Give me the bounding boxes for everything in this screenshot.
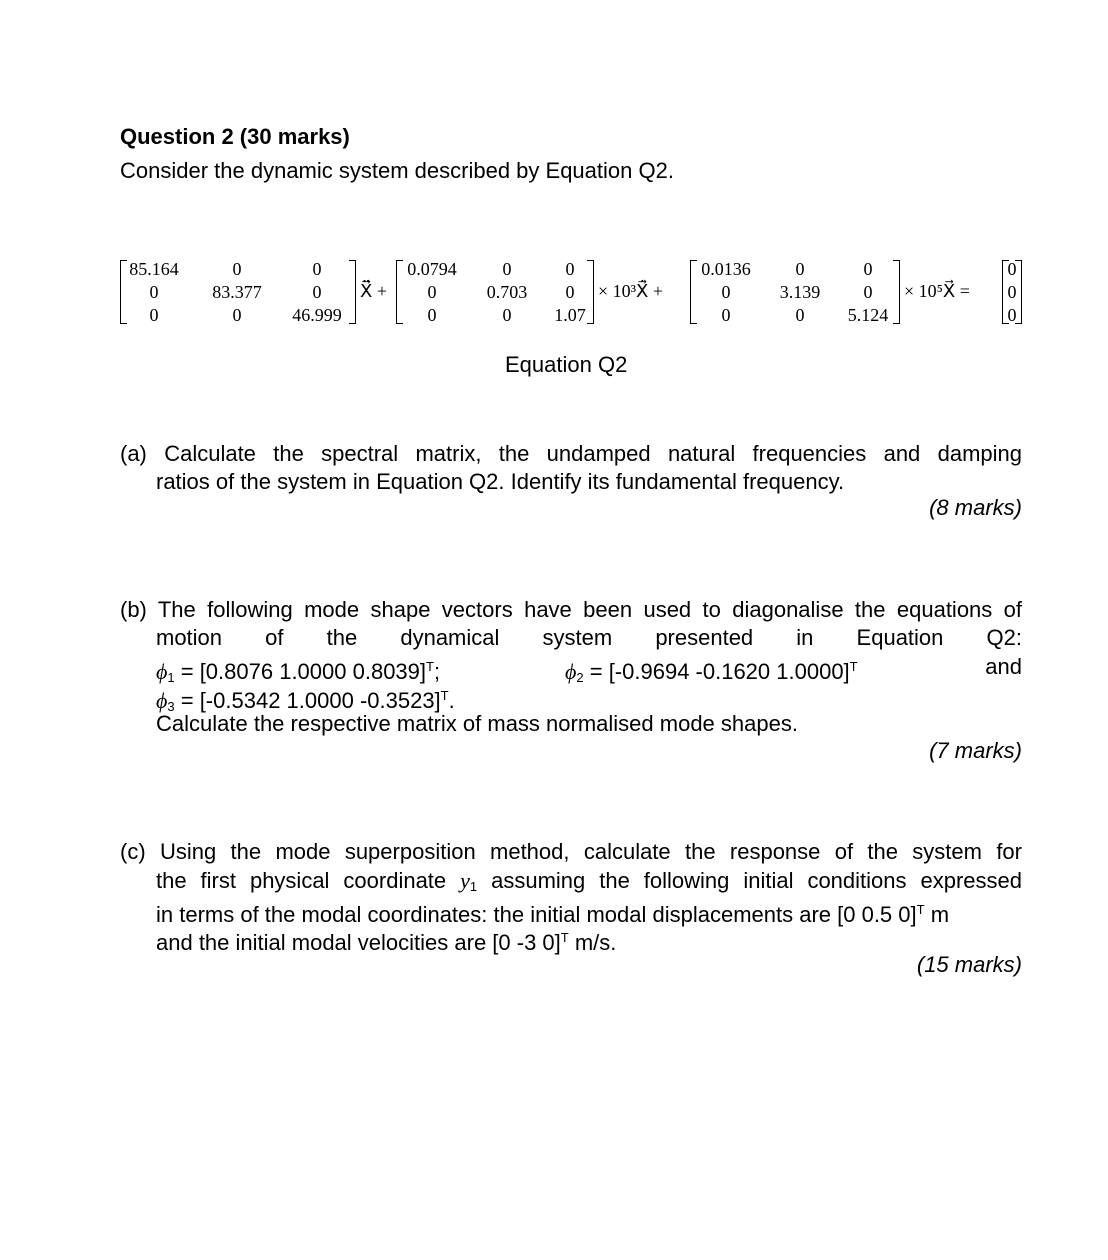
matrix-cell: 0 xyxy=(795,259,805,279)
matrix-cell: 0 xyxy=(795,305,805,325)
vector-cell: 0 xyxy=(1007,282,1017,302)
mass-matrix xyxy=(120,256,356,328)
matrix-cell: 0 xyxy=(312,282,322,302)
phi-2-vector xyxy=(565,653,858,693)
matrix-cell: 0 xyxy=(721,305,731,325)
matrix-cell: 0 xyxy=(565,282,575,302)
matrix-cell: 0.703 xyxy=(486,282,528,302)
phi-symbol: ϕ xyxy=(565,659,577,684)
bracket-right xyxy=(587,260,594,324)
transpose-mark: T xyxy=(916,902,925,917)
matrix-cell: 0 xyxy=(149,305,159,325)
initial-displacements-text: in terms of the modal coordinates: the initial modal displacements are [0 0.5 0] xyxy=(156,902,917,927)
matrix-cell: 0 xyxy=(427,282,437,302)
question-intro: Consider the dynamic system described by Equation Q2. xyxy=(120,158,674,183)
matrix-cell: 0 xyxy=(502,305,512,325)
bracket-left xyxy=(120,260,127,324)
matrix-cell: 0 xyxy=(312,259,322,279)
phi-2-value: = [-0.9694 -0.1620 1.0000] xyxy=(583,659,850,684)
transpose-mark: T xyxy=(849,659,858,674)
transpose-mark: T xyxy=(426,659,434,674)
y-subscript: 1 xyxy=(469,879,478,894)
part-a-line-1: (a) Calculate the spectral matrix, the undamped natural frequencies and damping xyxy=(120,441,1022,466)
initial-velocities-text: and the initial modal velocities are [0 -3 0] xyxy=(156,930,561,955)
operator-acceleration: X⃗̈ + xyxy=(360,281,387,301)
separator: ; xyxy=(433,659,441,684)
phi-1-value: = [0.8076 1.0000 0.8039] xyxy=(174,659,427,684)
matrix-cell: 0 xyxy=(232,305,242,325)
matrix-cell: 1.07 xyxy=(554,305,586,325)
matrix-cell: 0 xyxy=(149,282,159,302)
rhs-vector xyxy=(1002,256,1022,328)
matrix-cell: 0.0136 xyxy=(701,259,751,279)
separator: . xyxy=(448,688,455,713)
part-c-line-4 xyxy=(156,924,616,958)
part-c-line-1: (c) Using the mode superposition method, calculate the response of the system for xyxy=(120,839,1022,864)
part-b-line-2: motion of the dynamical system presented in Equation Q2: xyxy=(156,625,1022,650)
transpose-mark: T xyxy=(560,930,569,945)
question-title: Question 2 (30 marks) xyxy=(120,124,350,149)
equation-q2 xyxy=(118,256,1028,328)
part-a-line-2: ratios of the system in Equation Q2. Identify its fundamental frequency. xyxy=(156,469,845,494)
bracket-right xyxy=(893,260,900,324)
matrix-cell: 0 xyxy=(863,259,873,279)
part-c-line-2-start: the first physical coordinate xyxy=(156,868,461,893)
matrix-cell: 3.139 xyxy=(779,282,821,302)
vector-cell: 0 xyxy=(1007,305,1017,325)
unit-label: m/s. xyxy=(568,930,617,955)
operator-displacement: × 10⁵X⃗ = xyxy=(904,281,970,301)
part-b-line-5: Calculate the respective matrix of mass normalised mode shapes. xyxy=(156,711,798,736)
part-c-marks: (15 marks) xyxy=(916,952,1022,977)
phi-symbol: ϕ xyxy=(156,688,168,713)
matrix-cell: 0 xyxy=(502,259,512,279)
bracket-left xyxy=(690,260,697,324)
matrix-cell: 46.999 xyxy=(292,305,342,325)
phi-3-value: = [-0.5342 1.0000 -0.3523] xyxy=(174,688,441,713)
unit-label: m xyxy=(924,902,950,927)
phi-subscript: 2 xyxy=(576,670,584,685)
matrix-cell: 85.164 xyxy=(129,259,179,279)
phi-subscript: 1 xyxy=(167,670,175,685)
vector-cell: 0 xyxy=(1007,259,1017,279)
matrix-cell: 0 xyxy=(427,305,437,325)
part-a-marks: (8 marks) xyxy=(929,495,1022,520)
equation-label: Equation Q2 xyxy=(505,352,628,377)
phi-subscript: 3 xyxy=(167,699,175,714)
transpose-mark: T xyxy=(440,688,449,703)
matrix-cell: 83.377 xyxy=(212,282,262,302)
matrix-cell: 5.124 xyxy=(847,305,889,325)
and-word: and xyxy=(985,654,1022,679)
bracket-right xyxy=(349,260,356,324)
y-symbol: y xyxy=(460,868,470,893)
phi-symbol: ϕ xyxy=(156,659,168,684)
matrix-cell: 0 xyxy=(863,282,873,302)
matrix-cell: 0 xyxy=(721,282,731,302)
stiffness-matrix xyxy=(690,256,900,328)
operator-velocity: × 10³X⃗̇ + xyxy=(598,281,664,301)
matrix-cell: 0 xyxy=(232,259,242,279)
part-b-marks: (7 marks) xyxy=(929,738,1022,763)
bracket-left xyxy=(396,260,403,324)
part-c-line-2-end: assuming the following initial conditions expressed xyxy=(477,868,1022,893)
part-b-line-1: (b) The following mode shape vectors have been used to diagonalise the equations of xyxy=(120,597,1022,622)
damping-matrix xyxy=(396,256,594,328)
matrix-cell: 0 xyxy=(565,259,575,279)
matrix-cell: 0.0794 xyxy=(407,259,457,279)
